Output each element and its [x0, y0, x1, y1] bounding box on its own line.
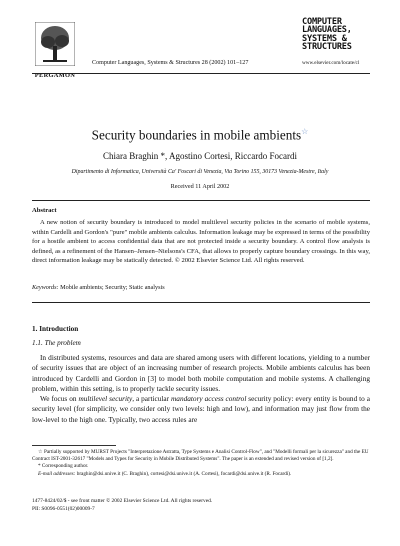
logo-line: COMPUTER [302, 17, 342, 27]
subsection-heading: 1.1. The problem [32, 339, 81, 347]
title-text: Security boundaries in mobile ambients [91, 127, 302, 143]
abstract-bottom-divider [32, 302, 370, 303]
logo-line: LANGUAGES, [302, 25, 352, 36]
journal-url[interactable]: www.elsevier.com/locate/cl [302, 60, 360, 66]
page-footer [32, 497, 212, 513]
paper-title [0, 127, 400, 143]
header-divider [32, 73, 370, 74]
keywords [32, 284, 370, 291]
affiliation: Dipartimento di Informatica, Università Ca' Foscari di Venezia, Via Torino 155, 30173 Venezia-Mestre, Italy [71, 169, 329, 175]
logo-line: SYSTEMS & [302, 33, 347, 44]
footnote-funding: ☆ Partially supported by MURST Projects "Interpretazione Astratta, Type Systems e Analisi Control-Flow", and "Modelli formali per la sicurezza" and the EU Contract IST-2001-32617 "Models and Types for Security in Mobile Distributed Systems". The paper is an extended and revised version of [1,2]. [32, 449, 369, 463]
abstract-text: A new notion of security boundary is introduced to model multilevel security policies in the scenario of mobile systems, within Cardelli and Gordon's "pure" mobile ambients calculus. Information leakage may be expressed in terms of the possibility for a hostile ambient to access confidential data that are not protected inside a security boundary. A control flow analysis is defined, as a refinement of the Hansen–Jensen–Nielsons's CFA, that allows to properly capture boundary crossings. In this way, direct information leakage may be statically detected. © 2002 Elsevier Science Ltd. All rights reserved. [32, 219, 371, 265]
copyright-line: 1477-8424/02/$ - see front matter © 2002 Elsevier Science Ltd. All rights reserved. [32, 498, 213, 504]
paragraph: We focus on multilevel security, a particular mandatory access control security policy: every entity is bound to a security level (for simplicity, we consider only two levels: high and low), and information may just flow from the low-level to the high one. Typically, two access rules are [32, 394, 370, 424]
footnotes [32, 449, 370, 478]
received-date: Received 11 April 2002 [170, 183, 230, 190]
tree-logo-icon [35, 22, 75, 66]
publisher-name: PERGAMON [34, 72, 76, 79]
footnote-emails: E-mail addresses: braghin@dsi.unive.it (C. Braghin), cortesi@dsi.unive.it (A. Cortesi), focardi@dsi.unive.it (R. Focardi). [38, 470, 292, 477]
title-footnote-mark[interactable]: ☆ [301, 127, 309, 136]
journal-logo [302, 18, 368, 52]
paragraph: In distributed systems, resources and data are shared among users with different locations, yielding to a number of security issues that are object of an increasing number of research projects. Mobile ambients calculus has been introduced by Cardelli and Gordon in [3] to model both mobile computation and mobile systems. A challenging problem, within this setting, is to properly tackle security issues. [32, 353, 370, 393]
footnote-divider [32, 445, 116, 446]
journal-citation: Computer Languages, Systems & Structures 28 (2002) 101–127 [92, 60, 249, 66]
abstract-top-divider [32, 200, 370, 201]
pii-line: PII: S0096-0551(02)00009-7 [32, 506, 95, 512]
keywords-text: Mobile ambients; Security; Static analysis [60, 284, 165, 291]
section-heading: 1. Introduction [32, 325, 79, 333]
logo-line: STRUCTURES [302, 42, 352, 53]
publisher-block [32, 22, 78, 79]
keywords-label: Keywords: [32, 284, 59, 291]
body-text [32, 353, 370, 425]
abstract-heading: Abstract [32, 207, 57, 214]
authors: Chiara Braghin *, Agostino Cortesi, Riccardo Focardi [103, 151, 297, 161]
footnote-corresponding: * Corresponding author. [38, 463, 89, 470]
